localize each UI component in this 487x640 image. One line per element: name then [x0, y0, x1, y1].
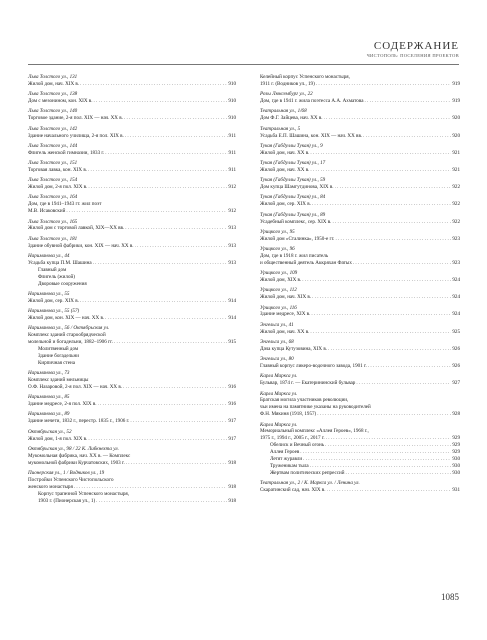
- dot-leader: [124, 115, 227, 122]
- toc-entry: [28, 143, 236, 157]
- entry-address: Карла Маркса ул.: [260, 390, 298, 397]
- entry-page-number: 921: [452, 149, 460, 156]
- entry-line: чьи имена на памятнике указаны на руководителей: [260, 404, 371, 411]
- entry-page-number: 918: [228, 459, 236, 466]
- toc-entry: [260, 480, 460, 494]
- entry-page-number: 925: [452, 328, 460, 335]
- entry-page-number: 926: [452, 345, 460, 352]
- toc-entry-link[interactable]: [260, 311, 460, 318]
- toc-entry: [260, 212, 460, 226]
- toc-entry-link[interactable]: [28, 81, 236, 88]
- entry-address: Льва Толстого ул., 164: [28, 194, 78, 201]
- toc-entry: [260, 391, 460, 419]
- toc-entry: [28, 308, 236, 322]
- sub-entry: Флигель (жилой): [38, 273, 75, 280]
- entry-title: Жилой дом «Сталинка», 1950-е гг.: [260, 235, 335, 242]
- entry-title: мукомольной фабрики Курчатовских, 1903 г.: [28, 459, 125, 466]
- toc-entry-link[interactable]: [28, 498, 236, 505]
- entry-address: Нариманова ул., 73: [28, 370, 70, 377]
- entry-page-number: 930: [452, 456, 460, 463]
- entry-page-number: 926: [452, 363, 460, 370]
- dot-leader: [317, 411, 451, 418]
- dot-leader: [88, 167, 228, 174]
- entry-address: Тукая (Габдуллы Тукая) ул., 84: [260, 194, 326, 201]
- entry-page-number: 922: [452, 201, 460, 208]
- entry-page-number: 919: [452, 80, 460, 87]
- entry-page-number: 924: [452, 277, 460, 284]
- toc-entry-link[interactable]: [260, 411, 460, 418]
- dot-leader: [74, 484, 228, 491]
- entry-page-number: 920: [452, 115, 460, 122]
- dot-leader: [312, 201, 451, 208]
- toc-entry-link[interactable]: [28, 225, 236, 232]
- dot-leader: [66, 208, 227, 215]
- toc-entry-link[interactable]: [260, 470, 460, 477]
- toc-left-column: [28, 74, 236, 508]
- entry-address: Урицкого ул., 112: [260, 287, 297, 294]
- toc-entry-link[interactable]: [28, 184, 236, 191]
- dot-leader: [312, 294, 451, 301]
- entry-address: Энгельса ул., 68: [260, 338, 294, 345]
- toc-entry: [28, 91, 236, 105]
- toc-entry: [260, 287, 460, 301]
- toc-entry: [260, 108, 460, 122]
- entry-page-number: 910: [228, 80, 236, 87]
- entry-line: Мемориальный комплекс «Аллея Героев», 1968 г.,: [260, 428, 369, 435]
- toc-entry: [260, 177, 460, 191]
- entry-page-number: 910: [228, 115, 236, 122]
- entry-title: О.Ф. Назаровой, 2-я пол. XIX — нач. XX в.: [28, 383, 123, 390]
- entry-page-number: 915: [228, 339, 236, 346]
- toc-entry: [28, 108, 236, 122]
- entry-page-number: 928: [452, 411, 460, 418]
- toc-entry: [28, 470, 236, 505]
- toc-entry: [260, 356, 460, 370]
- entry-page-number: 929: [452, 449, 460, 456]
- dot-leader: [316, 81, 452, 88]
- dot-leader: [324, 115, 452, 122]
- entry-page-number: 924: [452, 311, 460, 318]
- entry-address: Льва Толстого ул., 131: [28, 74, 78, 80]
- entry-title: Усадебный комплекс, сер. XIX в.: [260, 218, 332, 225]
- entry-title: Жилой дом, кон. XIX — нач. XX в.: [28, 314, 105, 321]
- dot-leader: [93, 260, 228, 267]
- toc-entry-link[interactable]: [260, 219, 460, 226]
- toc-entry: [28, 236, 236, 250]
- entry-title: Жилой дом, XIX в.: [260, 277, 302, 284]
- entry-page-number: 913: [228, 225, 236, 232]
- entry-title: Жилой дом, сер. XIX в.: [260, 201, 311, 208]
- entry-title: Ф.Н. Мякиня (1918, 1957): [260, 411, 317, 418]
- header-subtitle: ЧИСТОПОЛЬ: ПОСЕЛЕНИЯ ПРОЕКТОВ: [366, 53, 459, 58]
- entry-page-number: 919: [452, 98, 460, 105]
- dot-leader: [126, 460, 228, 467]
- entry-page-number: 922: [452, 218, 460, 225]
- entry-address: Тукая (Габдуллы Тукая) ул., 9: [260, 142, 323, 149]
- entry-address: Театральная ул., 5: [260, 125, 301, 132]
- toc-entry-link[interactable]: [260, 363, 460, 370]
- dot-leader: [364, 98, 451, 105]
- toc-entry-link[interactable]: [260, 463, 460, 470]
- entry-address: Карла Маркса ул.: [260, 421, 298, 428]
- entry-title: 1975 г., 1994 г., 2005 г., 2017 г.: [260, 435, 325, 442]
- entry-page-number: 916: [228, 383, 236, 390]
- entry-address: Тукая (Габдуллы Тукая) ул., 59: [260, 177, 326, 184]
- toc-entry-link[interactable]: [28, 384, 236, 391]
- toc-entry: [260, 91, 460, 105]
- toc-entry-link[interactable]: [28, 298, 236, 305]
- entry-page-number: 914: [228, 314, 236, 321]
- sub-entry: Молитвенный дом: [38, 345, 79, 352]
- sub-entry: Главный дом: [38, 266, 67, 273]
- entry-line: Комплекс зданий мельницы: [28, 377, 89, 383]
- dot-leader: [88, 436, 227, 443]
- entry-title: Бульвар, 1874 г. — Екатерининский бульвар: [260, 380, 356, 387]
- entry-title: Усадьба Е.П. Шашина, кон. XIX — нач. XX вв.: [260, 132, 363, 139]
- entry-title: Флигель женской гимназии, 1833 г.: [28, 149, 105, 156]
- entry-title: Дом, где в 1941 г. жила поэтесса А.А. Ахматова: [260, 98, 364, 105]
- entry-title: Жилой дом, нач. XIX в.: [260, 294, 312, 301]
- dot-leader: [332, 219, 451, 226]
- entry-title: Дача купца Кутузовина, XIX в.: [260, 345, 328, 352]
- entry-page-number: 910: [228, 98, 236, 105]
- dot-leader: [363, 133, 451, 140]
- entry-page-number: 913: [228, 259, 236, 266]
- toc-entry-link[interactable]: [28, 436, 236, 443]
- entry-title: Здание медресе, 2-я пол. XIX в.: [28, 401, 97, 408]
- dot-leader: [302, 277, 451, 284]
- entry-title: 1911 г. (Водников ул., 19): [260, 80, 315, 87]
- toc-entry-link[interactable]: [260, 236, 460, 243]
- entry-address: Тукая (Габдуллы Тукая) ул., 17: [260, 160, 326, 167]
- toc-entry-link[interactable]: [260, 277, 460, 284]
- entry-address: Льва Толстого ул., 144: [28, 142, 78, 149]
- dot-leader: [311, 311, 451, 318]
- entry-title: Аллея Героев: [270, 449, 300, 456]
- entry-address: Урицкого ул., 116: [260, 304, 297, 311]
- entry-page-number: 911: [228, 132, 236, 139]
- toc-entry: [260, 373, 460, 387]
- toc-entry-link[interactable]: [260, 442, 460, 449]
- entry-title: Жилой дом, 2-я пол. XIX в.: [28, 184, 88, 191]
- toc-entry-link[interactable]: [260, 380, 460, 387]
- dot-leader: [80, 298, 227, 305]
- entry-title: Здание мечети, 1832 г., перестр. 1835 г., 1906 г.: [28, 418, 130, 425]
- entry-title: Главный корпус ликеро-водочного завода, 1901 г.: [260, 363, 367, 370]
- entry-page-number: 912: [228, 184, 236, 191]
- dot-leader: [335, 236, 451, 243]
- toc-entry: [28, 126, 236, 140]
- dot-leader: [303, 456, 451, 463]
- toc-entry: [28, 160, 236, 174]
- entry-page-number: 918: [228, 497, 236, 504]
- entry-page-number: 923: [452, 235, 460, 242]
- toc-entry-link[interactable]: [260, 456, 460, 463]
- entry-address: Театральная ул., 1/68: [260, 108, 307, 115]
- toc-entry-link[interactable]: [260, 201, 460, 208]
- dot-leader: [80, 81, 227, 88]
- entry-address: Энгельса ул., 80: [260, 356, 294, 363]
- entry-title: Жилой дом, нач. XX в.: [260, 328, 310, 335]
- entry-address: Льва Толстого ул., 140: [28, 108, 78, 115]
- toc-entry-link[interactable]: [28, 167, 236, 174]
- entry-address: Октябрьская ул., 52: [28, 428, 72, 435]
- toc-entry: [28, 446, 236, 467]
- toc-entry-link[interactable]: [260, 167, 460, 174]
- dot-leader: [345, 470, 451, 477]
- toc-entry: [260, 422, 460, 477]
- dot-leader: [327, 487, 452, 494]
- dot-leader: [93, 98, 227, 105]
- entry-address: Льва Толстого ул., 142: [28, 125, 78, 132]
- dot-leader: [328, 346, 451, 353]
- entry-line: Мукомольная фабрика, нач. XX в. — Комплекс: [28, 452, 131, 459]
- dot-leader: [114, 339, 227, 346]
- dot-leader: [368, 363, 452, 370]
- entry-page-number: 929: [452, 442, 460, 449]
- entry-page-number: 917: [228, 418, 236, 425]
- entry-address: Тукая (Габдуллы Тукая) ул., 89: [260, 211, 326, 218]
- page-number: 1085: [441, 592, 459, 602]
- header-title: СОДЕРЖАНИЕ: [373, 40, 459, 52]
- toc-entry-link[interactable]: [260, 98, 460, 105]
- entry-title: Здание обувной фабрики, кон. XIX — нач. XX в.: [28, 242, 134, 249]
- entry-address: Льва Толстого ул., 151: [28, 160, 78, 167]
- toc-entry-link[interactable]: [260, 449, 460, 456]
- toc-entry-link[interactable]: [260, 115, 460, 122]
- toc-entry: [28, 74, 236, 88]
- dot-leader: [300, 449, 451, 456]
- toc-entry: [28, 194, 236, 215]
- entry-title: Дом Ф.Г. Зайцева, нач. XX в.: [260, 115, 323, 122]
- entry-title: Жертвам политических репрессий: [270, 469, 345, 476]
- entry-title: Торговая лавка, кон. XIX в.: [28, 166, 87, 173]
- entry-page-number: 921: [452, 166, 460, 173]
- toc-entry-link[interactable]: [260, 184, 460, 191]
- toc-entry-link[interactable]: [28, 484, 236, 491]
- entry-title: Усадьба купца П.М. Шашина: [28, 259, 92, 266]
- toc-entry: [260, 229, 460, 243]
- toc-entry-link[interactable]: [28, 315, 236, 322]
- dot-leader: [326, 435, 452, 442]
- dot-leader: [105, 315, 227, 322]
- entry-address: Урицкого ул., 96: [260, 246, 295, 253]
- toc-entry: [28, 429, 236, 443]
- toc-entry: [260, 270, 460, 284]
- toc-entry-link[interactable]: [260, 260, 460, 267]
- entry-page-number: 923: [452, 259, 460, 266]
- entry-title: 1903 г. (Пионерская ул., 1): [38, 497, 96, 504]
- header-rule: [28, 64, 459, 65]
- entry-title: Здание медресе, XIX в.: [260, 311, 311, 318]
- toc-entry: [260, 339, 460, 353]
- dot-leader: [310, 150, 451, 157]
- entry-title: Жилой дом, сер. XIX в.: [28, 297, 79, 304]
- toc-entry: [260, 246, 460, 267]
- entry-title: Торговое здание, 2-я пол. XIX — нач. XX в.: [28, 115, 123, 122]
- entry-title: Дом купца Шамгутдинова, XIX в.: [260, 184, 334, 191]
- toc-right-column: [260, 74, 460, 497]
- dot-leader: [310, 167, 451, 174]
- entry-page-number: 920: [452, 132, 460, 139]
- toc-entry-link[interactable]: [260, 133, 460, 140]
- entry-title: Скаратинский сад, нач. XIX в.: [260, 487, 326, 494]
- entry-page-number: 930: [452, 469, 460, 476]
- entry-address: Нариманова ул., 56 / Октябрьская ул.: [28, 325, 110, 332]
- toc-entry-link[interactable]: [260, 487, 460, 494]
- toc-entry-link[interactable]: [28, 208, 236, 215]
- toc-entry-link[interactable]: [28, 243, 236, 250]
- entry-page-number: 918: [228, 483, 236, 490]
- toc-entry-link[interactable]: [260, 81, 460, 88]
- toc-entry: [260, 74, 460, 88]
- entry-line: Дом, где в 1941–1943 гг. жил поэт: [28, 201, 102, 208]
- dot-leader: [98, 401, 228, 408]
- entry-title: М.В. Исаковский: [28, 208, 66, 215]
- entry-address: Театральная ул., 2 / К. Маркса ул. / Ленина ул.: [260, 480, 360, 487]
- toc-entry: [260, 322, 460, 336]
- dot-leader: [310, 329, 451, 336]
- toc-entry: [260, 143, 460, 157]
- toc-entry: [260, 305, 460, 319]
- dot-leader: [96, 498, 227, 505]
- dot-leader: [335, 184, 452, 191]
- entry-address: Льва Толстого ул., 165: [28, 218, 78, 225]
- entry-page-number: 927: [452, 380, 460, 387]
- dot-leader: [125, 133, 228, 140]
- toc-entry: [28, 219, 236, 233]
- toc-entry-link[interactable]: [28, 418, 236, 425]
- toc-entry: [28, 411, 236, 425]
- dot-leader: [88, 184, 227, 191]
- entry-title: Жилой дом с торговой лавкой, XIX—XX вв.: [28, 225, 125, 232]
- dot-leader: [310, 463, 452, 470]
- entry-line: Келейный корпус Успенского монастыря,: [260, 74, 350, 80]
- entry-address: Октябрьская ул., 98 / 22 К. Либкнехта ул.: [28, 445, 119, 452]
- entry-address: Льва Толстого ул., 138: [28, 91, 78, 98]
- entry-address: Энгельса ул., 41: [260, 321, 294, 328]
- entry-address: Льва Толстого ул., 154: [28, 177, 78, 184]
- entry-page-number: 911: [228, 149, 236, 156]
- toc-entry-link[interactable]: [260, 294, 460, 301]
- entry-address: Нариманова ул., 55 (57): [28, 308, 80, 315]
- toc-entry: [28, 370, 236, 391]
- toc-entry-link[interactable]: [28, 98, 236, 105]
- entry-page-number: 912: [228, 208, 236, 215]
- dot-leader: [105, 150, 227, 157]
- toc-entry-link[interactable]: [260, 150, 460, 157]
- entry-title: женского монастыря: [28, 483, 73, 490]
- toc-entry-link[interactable]: [260, 329, 460, 336]
- dot-leader: [135, 243, 228, 250]
- sub-entry: Дворовые сооружения: [38, 280, 87, 287]
- toc-entry: [28, 177, 236, 191]
- entry-address: Розы Люксембург ул., 22: [260, 91, 313, 98]
- entry-address: Нариманова ул., 44: [28, 252, 70, 259]
- page-header: [367, 40, 459, 58]
- toc-entry-link[interactable]: [28, 133, 236, 140]
- entry-address: Урицкого ул., 109: [260, 270, 298, 277]
- entry-title: Жилой дом, нач. XX в.: [260, 166, 310, 173]
- entry-title: Труженикам тыла: [270, 463, 309, 470]
- entry-title: Летят журавли: [270, 456, 303, 463]
- toc-entry-link[interactable]: [28, 460, 236, 467]
- entry-address: Карла Маркса ул.: [260, 373, 298, 380]
- entry-page-number: 914: [228, 297, 236, 304]
- toc-entry-link[interactable]: [28, 260, 236, 267]
- dot-leader: [123, 384, 227, 391]
- toc-entry: [28, 325, 236, 366]
- entry-line: Постройки Успенского Чистопольского: [28, 476, 114, 483]
- entry-line: Дом, где в 1918 г. жил писатель: [260, 252, 329, 259]
- toc-entry-link[interactable]: [28, 150, 236, 157]
- sub-entry: Кирпичная стена: [38, 359, 76, 366]
- entry-title: Жилой дом, нач. XX в.: [260, 149, 310, 156]
- entry-page-number: 924: [452, 294, 460, 301]
- entry-title: Обелиск и Вечный огонь: [270, 442, 325, 449]
- entry-title: Здание начального училища, 2-я пол. XIX в.: [28, 132, 124, 139]
- toc-entry: [260, 126, 460, 140]
- toc-entry: [260, 194, 460, 208]
- entry-page-number: 929: [452, 435, 460, 442]
- toc-entry-link[interactable]: [260, 346, 460, 353]
- entry-page-number: 930: [452, 463, 460, 470]
- entry-address: Урицкого ул., 95: [260, 228, 295, 235]
- entry-page-number: 911: [228, 166, 236, 173]
- entry-page-number: 922: [452, 184, 460, 191]
- toc-entry: [260, 160, 460, 174]
- toc-entry-link[interactable]: [28, 339, 236, 346]
- dot-leader: [356, 380, 451, 387]
- dot-leader: [130, 418, 227, 425]
- toc-entry-link[interactable]: [28, 401, 236, 408]
- dot-leader: [125, 225, 227, 232]
- entry-page-number: 917: [228, 435, 236, 442]
- toc-entry: [28, 394, 236, 408]
- entry-title: и общественный деятель Аккряхан Фатых: [260, 259, 352, 266]
- entry-address: Нариманова ул., 85: [28, 394, 70, 401]
- toc-entry-link[interactable]: [28, 115, 236, 122]
- entry-address: Нариманова ул., 55: [28, 290, 70, 297]
- entry-title: молельной и богадельни, 1882–1906 гг.: [28, 339, 113, 346]
- sub-entry: Здание богадельни: [38, 352, 79, 359]
- dot-leader: [325, 442, 451, 449]
- entry-title: Дом с мезонином, кон. XIX в.: [28, 98, 93, 105]
- entry-address: Льва Толстого ул., 181: [28, 235, 78, 242]
- entry-address: Пионерская ул., 1 / Водников ул., 19: [28, 469, 105, 476]
- entry-page-number: 931: [452, 487, 460, 494]
- entry-line: Комплекс зданий старообрядческой: [28, 332, 106, 339]
- entry-line: Корпус трапезной Успенского монастыря,: [38, 490, 130, 497]
- entry-line: Братская могила участников революции,: [260, 397, 349, 404]
- dot-leader: [353, 260, 451, 267]
- entry-title: Жилой дом, 1-я пол. XIX в.: [28, 435, 88, 442]
- entry-title: Жилой дом, нач. XIX в.: [28, 80, 80, 87]
- entry-page-number: 913: [228, 242, 236, 249]
- toc-entry-link[interactable]: [260, 435, 460, 442]
- toc-entry: [28, 291, 236, 305]
- entry-page-number: 916: [228, 401, 236, 408]
- entry-address: Нариманова ул., 89: [28, 411, 70, 418]
- toc-entry: [28, 253, 236, 288]
